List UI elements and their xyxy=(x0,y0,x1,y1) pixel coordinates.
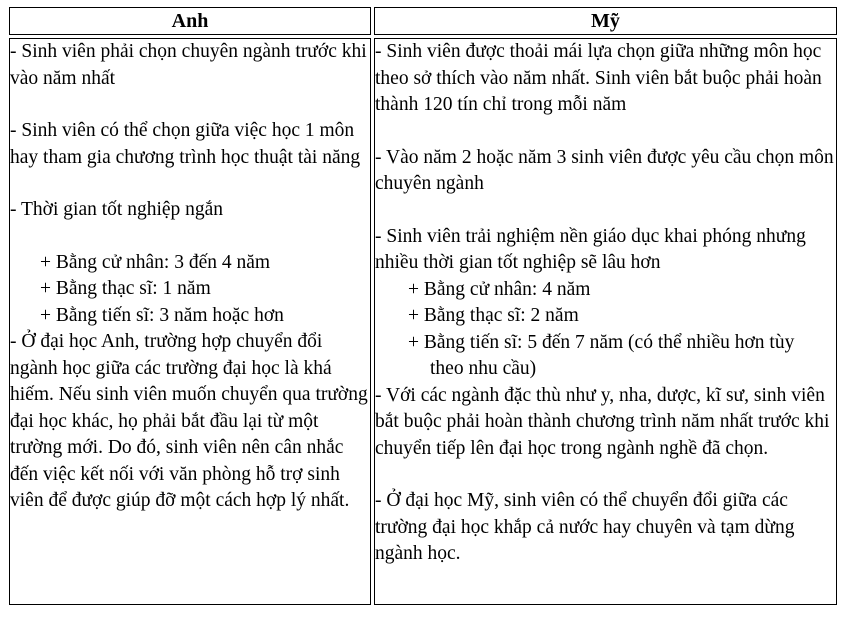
us-degree-list xyxy=(375,277,836,383)
list-item: + Bằng cử nhân: 3 đến 4 năm xyxy=(40,251,271,273)
list-item-text: + Bằng tiến sĩ: 5 đến 7 năm (có thể nhiều hơn tùy xyxy=(408,331,795,353)
list-item: + Bằng thạc sĩ: 2 năm xyxy=(408,305,579,326)
uk-degree-list xyxy=(10,250,370,330)
table-row xyxy=(9,38,837,605)
table-body xyxy=(9,38,837,605)
uk-paragraph-4: - Ở đại học Anh, trường hợp chuyển đổi ngành học giữa các trường đại học là khá hiếm. Nếu sinh viên muốn chuyển qua trường đại học khác, họ phải bắt đầu lại từ một trường mới. Do đó, sinh viên nên cân nhắc đến việc kết nối với văn phòng hỗ trợ sinh viên để được giúp đỡ một cách hợp lý nhất. xyxy=(10,331,368,511)
list-item xyxy=(408,330,836,383)
list-item: + Bằng cử nhân: 4 năm xyxy=(408,278,591,300)
list-item: + Bằng tiến sĩ: 3 năm hoặc hơn xyxy=(40,304,284,326)
table-header-row-group xyxy=(9,7,837,35)
cell-us-content xyxy=(374,38,837,605)
uk-paragraph-3: - Thời gian tốt nghiệp ngắn xyxy=(10,199,224,220)
us-paragraph-4: - Với các ngành đặc thù như y, nha, dược, kĩ sư, sinh viên bắt buộc phải hoàn thành chương trình năm nhất trước khi chuyển tiếp lên đại học trong ngành nghề đã chọn. xyxy=(375,384,830,459)
table-header-row xyxy=(9,7,837,35)
us-spacer-1 xyxy=(375,119,836,145)
list-item-continuation: theo nhu cầu) xyxy=(430,358,537,379)
us-paragraph-3: - Sinh viên trải nghiệm nền giáo dục khai phóng nhưng nhiều thời gian tốt nghiệp sẽ lâu hơn xyxy=(375,225,806,273)
us-paragraph-1: - Sinh viên được thoải mái lựa chọn giữa những môn học theo sở thích vào năm nhất. Sinh viên bắt buộc phải hoàn thành 120 tín chỉ trong mỗi năm xyxy=(375,41,822,115)
column-header-uk: Anh xyxy=(9,7,371,35)
uk-paragraph-2: - Sinh viên có thể chọn giữa việc học 1 môn hay tham gia chương trình học thuật tài năng xyxy=(10,120,361,168)
uk-spacer-1 xyxy=(10,224,370,250)
cell-uk-content xyxy=(9,38,371,605)
uk-paragraph-1: - Sinh viên phải chọn chuyên ngành trước khi vào năm nhất xyxy=(10,41,367,89)
us-paragraph-5: - Ở đại học Mỹ, sinh viên có thể chuyển đổi giữa các trường đại học khắp cả nước hay chuyên và tạm dừng ngành học. xyxy=(375,490,795,564)
comparison-table xyxy=(6,4,840,608)
us-paragraph-2: - Vào năm 2 hoặc năm 3 sinh viên được yêu cầu chọn môn chuyên ngành xyxy=(375,146,834,194)
column-header-us: Mỹ xyxy=(374,7,837,35)
list-item: + Bằng thạc sĩ: 1 năm xyxy=(40,278,211,299)
